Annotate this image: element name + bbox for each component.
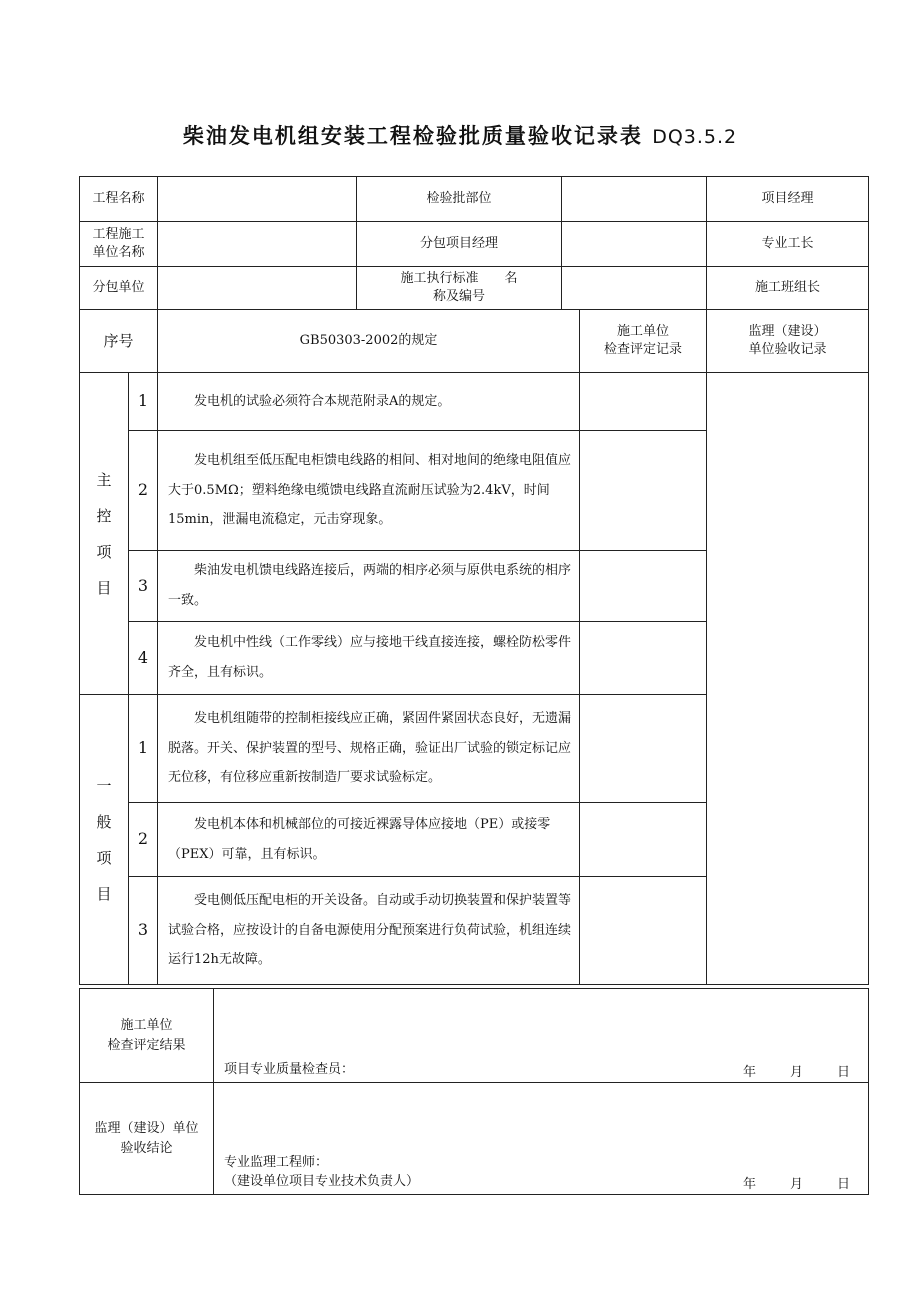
item-no: 4: [129, 622, 158, 695]
col-accept: 监理（建设） 单位验收记录: [707, 310, 869, 373]
field-contractor[interactable]: [158, 222, 357, 267]
check-record[interactable]: [580, 551, 707, 622]
date-line: 年 月 日: [742, 1065, 850, 1080]
category-main: 主 控 项 目: [80, 373, 129, 695]
col-seq: 序号: [80, 310, 158, 373]
item-no: 2: [129, 803, 158, 877]
field-standard[interactable]: [562, 267, 707, 310]
check-record[interactable]: [580, 622, 707, 695]
label-inspection-part: 检验批部位: [357, 177, 562, 222]
label-contractor-result: 施工单位 检查评定结果: [80, 989, 214, 1083]
check-record[interactable]: [580, 877, 707, 985]
item-no: 3: [129, 877, 158, 985]
label-supervisor-result: 监理（建设）单位 验收结论: [80, 1083, 214, 1195]
item-no: 1: [129, 373, 158, 431]
page-title: [0, 120, 920, 150]
label-contractor: 工程施工 单位名称: [80, 222, 158, 267]
field-inspection-part[interactable]: [562, 177, 707, 222]
item-text: 发电机本体和机械部位的可接近裸露导体应接地（PE）或接零（PEX）可靠，且有标识。: [158, 803, 580, 877]
date-line: 年 月 日: [742, 1177, 850, 1192]
label-project-manager: 项目经理: [707, 177, 869, 222]
label-foreman: 专业工长: [707, 222, 869, 267]
field-sub-unit[interactable]: [158, 267, 357, 310]
item-text: 柴油发电机馈电线路连接后，两端的相序必须与原供电系统的相序一致。: [158, 551, 580, 622]
check-record[interactable]: [580, 431, 707, 551]
inspection-table: [79, 176, 869, 985]
result-table: [79, 988, 869, 1195]
col-spec: GB50303-2002的规定: [158, 310, 580, 373]
item-text: 发电机中性线（工作零线）应与接地干线直接连接，螺栓防松零件齐全，且有标识。: [158, 622, 580, 695]
title-code: DQ3.5.2: [652, 126, 738, 148]
check-record[interactable]: [580, 695, 707, 803]
field-project-name[interactable]: [158, 177, 357, 222]
item-no: 1: [129, 695, 158, 803]
category-general: 一 般 项 目: [80, 695, 129, 985]
supervisor-signature: 专业监理工程师： （建设单位项目专业技术负责人）: [224, 1155, 420, 1190]
label-sub-unit: 分包单位: [80, 267, 158, 310]
item-text: 发电机的试验必须符合本规范附录A的规定。: [158, 373, 580, 431]
item-text: 发电机组随带的控制柜接线应正确，紧固件紧固状态良好，无遗漏脱落。开关、保护装置的型号、规格正确，验证出厂试验的锁定标记应无位移，有位移应重新按制造厂要求试验标定。: [158, 695, 580, 803]
field-sub-manager[interactable]: [562, 222, 707, 267]
item-text: 受电侧低压配电柜的开关设备。自动或手动切换装置和保护装置等试验合格，应按设计的自备电源使用分配预案进行负荷试验，机组连续运行12h无故障。: [158, 877, 580, 985]
inspector-label: 项目专业质量检查员：: [224, 1062, 355, 1078]
item-no: 2: [129, 431, 158, 551]
label-standard: 施工执行标准 名 称及编号: [357, 267, 562, 310]
supervisor-result-area[interactable]: [214, 1083, 869, 1195]
label-team-leader: 施工班组长: [707, 267, 869, 310]
check-record[interactable]: [580, 373, 707, 431]
item-no: 3: [129, 551, 158, 622]
item-text: 发电机组至低压配电柜馈电线路的相间、相对地间的绝缘电阻值应大于0.5MΩ；塑料绝缘电缆馈电线路直流耐压试验为2.4kV，时间15min，泄漏电流稳定，元击穿现象。: [158, 431, 580, 551]
accept-record[interactable]: [707, 373, 869, 985]
title-main: 柴油发电机组安装工程检验批质量验收记录表: [182, 124, 643, 148]
label-project-name: 工程名称: [80, 177, 158, 222]
col-check: 施工单位 检查评定记录: [580, 310, 707, 373]
label-sub-manager: 分包项目经理: [357, 222, 562, 267]
contractor-result-area[interactable]: [214, 989, 869, 1083]
check-record[interactable]: [580, 803, 707, 877]
